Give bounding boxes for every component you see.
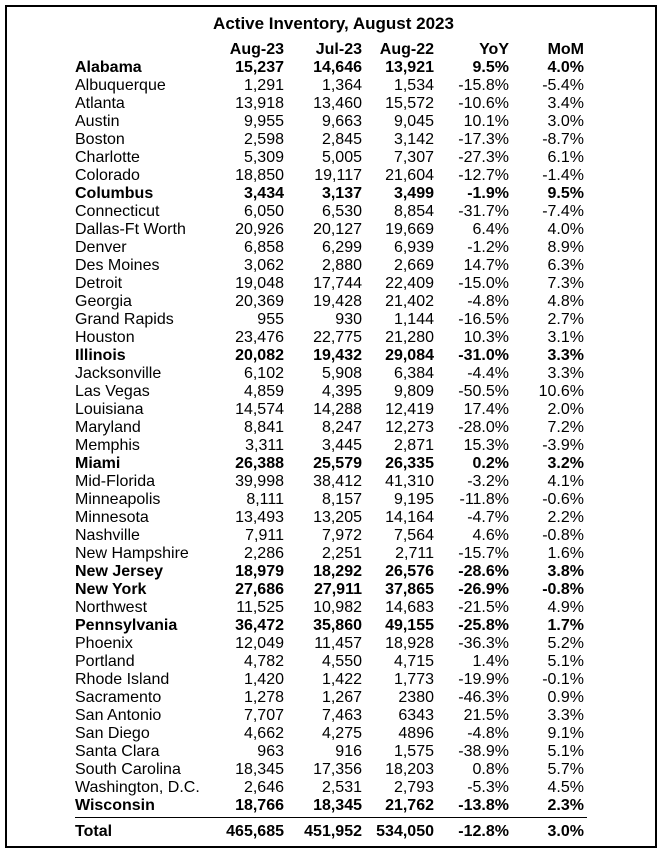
table-row-yoy-value: 6.4%: [472, 221, 509, 238]
table-row-yoy-value: -26.9%: [458, 581, 509, 598]
table-row-aug-22-value: 26,335: [385, 455, 434, 472]
table-row-yoy-value: -21.5%: [458, 599, 509, 616]
table-row-aug-22-value: 19,669: [385, 221, 434, 238]
table-row-label: Georgia: [75, 293, 132, 310]
table-row-jul-23-value: 3,137: [321, 185, 362, 202]
table-row-yoy-value: -4.8%: [467, 293, 509, 310]
table-row-mom-value: 3.3%: [547, 365, 584, 382]
column-header-aug-22: Aug-22: [379, 41, 434, 58]
table-row-mom-value: 4.1%: [547, 473, 584, 490]
table-row-mom-value: 3.2%: [547, 455, 584, 472]
table-row-yoy-value: -4.7%: [467, 509, 509, 526]
table-row-mom-value: 0.9%: [547, 689, 584, 706]
table-row-aug-23-value: 1,278: [243, 689, 284, 706]
table-row-label: Mid-Florida: [75, 473, 156, 490]
table-row-label: Albuquerque: [75, 77, 166, 94]
table-row-aug-22-value: 14,164: [385, 509, 434, 526]
table-row-label: Detroit: [75, 275, 123, 292]
table-row-mom-value: 8.9%: [547, 239, 584, 256]
table-row-yoy-value: -36.3%: [458, 635, 509, 652]
table-row-mom-value: 3.8%: [547, 563, 584, 580]
table-row-jul-23-value: 7,972: [321, 527, 362, 544]
table-row-aug-23-value: 3,311: [245, 437, 284, 454]
table-row-label: Jacksonville: [75, 365, 162, 382]
table-row-label: Des Moines: [75, 257, 160, 274]
table-row-aug-23-value: 20,082: [235, 347, 284, 364]
table-row-mom-value: 4.5%: [547, 779, 584, 796]
total-row-jul-23-value: 451,952: [304, 823, 362, 840]
table-row-label: Wisconsin: [75, 797, 155, 814]
table-row-label: Illinois: [75, 347, 126, 364]
table-row-mom-value: -3.9%: [542, 437, 584, 454]
table-row-aug-23-value: 13,493: [235, 509, 284, 526]
table-row-aug-23-value: 6,050: [243, 203, 284, 220]
table-row-aug-23-value: 15,237: [235, 59, 284, 76]
table-row-mom-value: -5.4%: [542, 77, 584, 94]
table-row-aug-23-value: 1,420: [243, 671, 284, 688]
table-row-label: New Hampshire: [75, 545, 189, 562]
table-row-mom-value: -1.4%: [542, 167, 584, 184]
table-row-jul-23-value: 8,157: [321, 491, 362, 508]
total-row-aug-22-value: 534,050: [376, 823, 434, 840]
table-row-aug-22-value: 13,921: [385, 59, 434, 76]
table-row-mom-value: 6.1%: [547, 149, 584, 166]
table-row-mom-value: 4.9%: [547, 599, 584, 616]
table-row-aug-22-value: 7,307: [393, 149, 434, 166]
table-row-jul-23-value: 14,646: [313, 59, 362, 76]
table-row-aug-22-value: 6,939: [393, 239, 434, 256]
table-row-jul-23-value: 2,531: [321, 779, 362, 796]
table-row-jul-23-value: 7,463: [321, 707, 362, 724]
table-row-jul-23-value: 13,460: [313, 95, 362, 112]
total-row-aug-23-value: 465,685: [226, 823, 284, 840]
table-row-mom-value: 9.1%: [547, 725, 584, 742]
table-row-jul-23-value: 25,579: [313, 455, 362, 472]
table-row-yoy-value: -25.8%: [458, 617, 509, 634]
table-row-mom-value: 6.3%: [547, 257, 584, 274]
table-row-aug-23-value: 1,291: [243, 77, 284, 94]
table-row-aug-23-value: 2,286: [243, 545, 284, 562]
table-row-yoy-value: -16.5%: [458, 311, 509, 328]
table-row-aug-22-value: 4896: [398, 725, 434, 742]
table-row-aug-23-value: 23,476: [235, 329, 284, 346]
table-row-mom-value: -7.4%: [542, 203, 584, 220]
table-row-aug-23-value: 2,598: [243, 131, 284, 148]
table-row-yoy-value: 17.4%: [463, 401, 509, 418]
table-row-yoy-value: 0.2%: [472, 455, 509, 472]
table-row-aug-22-value: 1,144: [393, 311, 434, 328]
table-row-jul-23-value: 9,663: [321, 113, 362, 130]
table-row-label: Santa Clara: [75, 743, 160, 760]
table-row-mom-value: 5.2%: [547, 635, 584, 652]
table-row-jul-23-value: 17,744: [313, 275, 362, 292]
table-row-yoy-value: -31.0%: [458, 347, 509, 364]
table-row-aug-23-value: 18,979: [235, 563, 284, 580]
table-row-label: Miami: [75, 455, 121, 472]
table-row-mom-value: 3.4%: [547, 95, 584, 112]
table-row-yoy-value: -38.9%: [458, 743, 509, 760]
table-row-jul-23-value: 1,267: [321, 689, 362, 706]
table-row-aug-22-value: 2,669: [393, 257, 434, 274]
table-row-mom-value: -8.7%: [542, 131, 584, 148]
table-title: Active Inventory, August 2023: [213, 14, 454, 33]
table-row-label: Nashville: [75, 527, 140, 544]
table-row-yoy-value: -3.2%: [467, 473, 509, 490]
table-row-aug-23-value: 5,309: [243, 149, 284, 166]
table-row-mom-value: -0.6%: [542, 491, 584, 508]
table-row-aug-23-value: 20,926: [235, 221, 284, 238]
table-row-aug-22-value: 9,809: [393, 383, 434, 400]
table-row-yoy-value: -27.3%: [458, 149, 509, 166]
table-row-aug-22-value: 37,865: [385, 581, 434, 598]
column-header-mom: MoM: [547, 41, 584, 58]
table-row-mom-value: -0.8%: [542, 527, 584, 544]
table-row-aug-22-value: 29,084: [385, 347, 434, 364]
table-row-jul-23-value: 27,911: [313, 581, 362, 598]
table-row-label: Memphis: [75, 437, 140, 454]
table-row-aug-22-value: 15,572: [385, 95, 434, 112]
table-row-aug-23-value: 2,646: [243, 779, 284, 796]
table-row-jul-23-value: 19,428: [313, 293, 362, 310]
table-row-aug-22-value: 7,564: [393, 527, 434, 544]
table-row-yoy-value: -1.2%: [467, 239, 509, 256]
table-row-label: Louisiana: [75, 401, 144, 418]
table-row-aug-23-value: 27,686: [235, 581, 284, 598]
table-row-aug-23-value: 18,850: [235, 167, 284, 184]
table-row-yoy-value: -11.8%: [459, 491, 509, 508]
table-row-aug-22-value: 4,715: [393, 653, 434, 670]
table-row-mom-value: 5.7%: [547, 761, 584, 778]
table-row-jul-23-value: 5,005: [321, 149, 362, 166]
table-row-yoy-value: -17.3%: [458, 131, 509, 148]
table-row-mom-value: 3.0%: [547, 113, 584, 130]
table-row-jul-23-value: 8,247: [321, 419, 362, 436]
table-row-yoy-value: -12.7%: [458, 167, 509, 184]
table-row-yoy-value: 21.5%: [463, 707, 509, 724]
table-row-jul-23-value: 19,117: [314, 167, 362, 184]
table-row-label: Alabama: [75, 59, 142, 76]
table-row-aug-22-value: 9,045: [393, 113, 434, 130]
table-row-jul-23-value: 930: [335, 311, 362, 328]
table-row-yoy-value: -4.8%: [467, 725, 509, 742]
table-row-jul-23-value: 18,292: [313, 563, 362, 580]
table-row-jul-23-value: 2,251: [321, 545, 362, 562]
table-row-label: Grand Rapids: [75, 311, 174, 328]
table-row-mom-value: 7.3%: [547, 275, 584, 292]
total-divider: [75, 817, 587, 818]
table-row-jul-23-value: 18,345: [313, 797, 362, 814]
table-row-jul-23-value: 4,550: [321, 653, 362, 670]
table-row-yoy-value: -15.8%: [458, 77, 509, 94]
table-row-yoy-value: -46.3%: [458, 689, 509, 706]
table-row-yoy-value: 10.1%: [463, 113, 509, 130]
table-row-aug-22-value: 41,310: [385, 473, 434, 490]
table-row-mom-value: 2.0%: [547, 401, 584, 418]
total-row-label: Total: [75, 823, 113, 840]
column-header-jul-23: Jul-23: [315, 41, 362, 58]
table-row-jul-23-value: 6,299: [321, 239, 362, 256]
column-header-aug-23: Aug-23: [229, 41, 284, 58]
table-row-label: Pennsylvania: [75, 617, 178, 634]
table-row-label: Sacramento: [75, 689, 162, 706]
table-row-aug-23-value: 12,049: [235, 635, 284, 652]
table-row-mom-value: 2.3%: [547, 797, 584, 814]
table-row-yoy-value: -50.5%: [458, 383, 509, 400]
table-row-mom-value: 10.6%: [538, 383, 584, 400]
table-row-label: Denver: [75, 239, 127, 256]
table-row-aug-23-value: 3,062: [243, 257, 284, 274]
table-row-aug-23-value: 8,111: [246, 491, 284, 508]
table-row-mom-value: 3.1%: [547, 329, 584, 346]
table-row-mom-value: -0.1%: [542, 671, 584, 688]
table-row-aug-23-value: 20,369: [235, 293, 284, 310]
table-row-aug-22-value: 21,604: [385, 167, 434, 184]
table-row-jul-23-value: 1,422: [321, 671, 362, 688]
table-row-label: San Antonio: [75, 707, 162, 724]
table-row-aug-22-value: 12,419: [385, 401, 434, 418]
table-row-yoy-value: -15.7%: [458, 545, 509, 562]
table-row-aug-23-value: 4,859: [243, 383, 284, 400]
table-row-label: Atlanta: [75, 95, 125, 112]
table-row-aug-23-value: 11,525: [236, 599, 284, 616]
table-row-aug-22-value: 1,534: [393, 77, 434, 94]
table-row-label: Portland: [75, 653, 135, 670]
table-row-aug-22-value: 6343: [398, 707, 434, 724]
table-row-aug-23-value: 4,782: [243, 653, 284, 670]
table-row-label: Northwest: [75, 599, 148, 616]
table-row-label: New York: [75, 581, 147, 598]
table-row-yoy-value: -13.8%: [458, 797, 509, 814]
table-row-aug-22-value: 26,576: [385, 563, 434, 580]
table-row-yoy-value: -28.0%: [458, 419, 509, 436]
total-row-mom-value: 3.0%: [547, 823, 584, 840]
table-row-jul-23-value: 3,445: [321, 437, 362, 454]
table-row-yoy-value: -5.3%: [467, 779, 509, 796]
table-row-aug-22-value: 3,142: [393, 131, 434, 148]
table-row-aug-22-value: 12,273: [385, 419, 434, 436]
table-row-mom-value: 5.1%: [547, 653, 584, 670]
table-row-label: Minnesota: [75, 509, 149, 526]
table-row-label: Charlotte: [75, 149, 140, 166]
table-row-mom-value: 7.2%: [547, 419, 584, 436]
table-row-yoy-value: 14.7%: [463, 257, 509, 274]
table-row-label: Las Vegas: [75, 383, 150, 400]
table-row-mom-value: 2.7%: [547, 311, 584, 328]
table-row-aug-23-value: 963: [257, 743, 284, 760]
table-row-aug-23-value: 39,998: [235, 473, 284, 490]
table-row-aug-22-value: 3,499: [393, 185, 434, 202]
table-row-aug-22-value: 22,409: [385, 275, 434, 292]
table-row-aug-23-value: 18,345: [235, 761, 284, 778]
table-row-aug-23-value: 9,955: [243, 113, 284, 130]
table-row-mom-value: -0.8%: [542, 581, 584, 598]
table-row-aug-22-value: 21,280: [385, 329, 434, 346]
table-row-jul-23-value: 5,908: [321, 365, 362, 382]
table-row-jul-23-value: 4,275: [321, 725, 362, 742]
table-row-aug-23-value: 6,858: [243, 239, 284, 256]
table-row-aug-23-value: 8,841: [243, 419, 284, 436]
table-row-mom-value: 1.7%: [547, 617, 584, 634]
table-row-jul-23-value: 1,364: [321, 77, 362, 94]
table-row-mom-value: 3.3%: [547, 707, 584, 724]
table-row-jul-23-value: 4,395: [321, 383, 362, 400]
table-row-mom-value: 4.8%: [547, 293, 584, 310]
table-row-label: New Jersey: [75, 563, 164, 580]
table-row-jul-23-value: 6,530: [321, 203, 362, 220]
table-row-aug-22-value: 21,402: [385, 293, 434, 310]
table-row-jul-23-value: 22,775: [313, 329, 362, 346]
table-row-label: Minneapolis: [75, 491, 161, 508]
table-row-mom-value: 3.3%: [547, 347, 584, 364]
table-row-jul-23-value: 2,880: [321, 257, 362, 274]
table-row-mom-value: 9.5%: [547, 185, 584, 202]
table-row-label: Phoenix: [75, 635, 133, 652]
table-row-aug-22-value: 49,155: [385, 617, 434, 634]
table-row-aug-22-value: 2,711: [395, 545, 434, 562]
table-row-jul-23-value: 10,982: [313, 599, 362, 616]
table-row-jul-23-value: 11,457: [314, 635, 362, 652]
table-row-aug-23-value: 19,048: [235, 275, 284, 292]
table-row-label: Dallas-Ft Worth: [75, 221, 186, 238]
table-row-yoy-value: -19.9%: [458, 671, 509, 688]
table-row-yoy-value: -15.0%: [458, 275, 509, 292]
table-row-jul-23-value: 2,845: [321, 131, 362, 148]
table-row-aug-22-value: 8,854: [393, 203, 434, 220]
table-row-label: Austin: [75, 113, 120, 130]
total-row-yoy-value: -12.8%: [458, 823, 509, 840]
table-row-jul-23-value: 17,356: [313, 761, 362, 778]
table-row-aug-22-value: 2380: [398, 689, 434, 706]
table-row-yoy-value: -1.9%: [467, 185, 509, 202]
table-row-yoy-value: 15.3%: [463, 437, 509, 454]
table-row-mom-value: 4.0%: [547, 221, 584, 238]
table-row-jul-23-value: 13,205: [313, 509, 362, 526]
table-row-jul-23-value: 20,127: [313, 221, 362, 238]
table-row-aug-22-value: 2,871: [393, 437, 434, 454]
table-row-aug-22-value: 1,773: [393, 671, 434, 688]
table-row-aug-22-value: 21,762: [385, 797, 434, 814]
table-row-jul-23-value: 916: [335, 743, 362, 760]
table-row-mom-value: 4.0%: [547, 59, 584, 76]
table-row-aug-22-value: 1,575: [393, 743, 434, 760]
column-header-yoy: YoY: [479, 41, 509, 58]
table-row-aug-23-value: 6,102: [243, 365, 284, 382]
table-row-aug-23-value: 3,434: [243, 185, 284, 202]
table-row-aug-22-value: 18,928: [385, 635, 434, 652]
table-row-aug-23-value: 955: [257, 311, 284, 328]
table-row-yoy-value: -31.7%: [458, 203, 509, 220]
table-row-mom-value: 1.6%: [547, 545, 584, 562]
table-row-aug-23-value: 4,662: [243, 725, 284, 742]
table-row-yoy-value: -28.6%: [458, 563, 509, 580]
table-row-label: Maryland: [75, 419, 141, 436]
table-row-aug-23-value: 13,918: [235, 95, 284, 112]
table-row-label: San Diego: [75, 725, 150, 742]
table-row-yoy-value: 4.6%: [472, 527, 509, 544]
table-row-yoy-value: -4.4%: [467, 365, 509, 382]
table-row-label: Boston: [75, 131, 125, 148]
table-row-aug-22-value: 14,683: [385, 599, 434, 616]
table-row-aug-23-value: 18,766: [235, 797, 284, 814]
table-row-aug-23-value: 26,388: [235, 455, 284, 472]
table-row-label: Columbus: [75, 185, 154, 202]
table-row-label: Washington, D.C.: [75, 779, 200, 796]
table-row-mom-value: 5.1%: [547, 743, 584, 760]
table-row-jul-23-value: 14,288: [313, 401, 362, 418]
table-row-aug-22-value: 18,203: [385, 761, 434, 778]
table-row-mom-value: 2.2%: [547, 509, 584, 526]
table-row-aug-23-value: 7,707: [243, 707, 284, 724]
table-row-yoy-value: 9.5%: [472, 59, 509, 76]
table-row-label: Houston: [75, 329, 135, 346]
table-row-yoy-value: 10.3%: [463, 329, 509, 346]
table-row-label: South Carolina: [75, 761, 181, 778]
table-row-aug-22-value: 9,195: [393, 491, 434, 508]
table-row-label: Colorado: [75, 167, 140, 184]
table-row-jul-23-value: 38,412: [313, 473, 362, 490]
table-row-yoy-value: 0.8%: [472, 761, 509, 778]
table-row-label: Connecticut: [75, 203, 160, 220]
table-row-jul-23-value: 19,432: [313, 347, 362, 364]
table-row-aug-23-value: 14,574: [235, 401, 284, 418]
table-row-aug-23-value: 7,911: [245, 527, 284, 544]
table-row-aug-22-value: 6,384: [393, 365, 434, 382]
table-row-aug-23-value: 36,472: [235, 617, 284, 634]
table-row-yoy-value: 1.4%: [472, 653, 509, 670]
table-row-jul-23-value: 35,860: [313, 617, 362, 634]
table-row-label: Rhode Island: [75, 671, 170, 688]
table-row-yoy-value: -10.6%: [458, 95, 509, 112]
table-row-aug-22-value: 2,793: [393, 779, 434, 796]
